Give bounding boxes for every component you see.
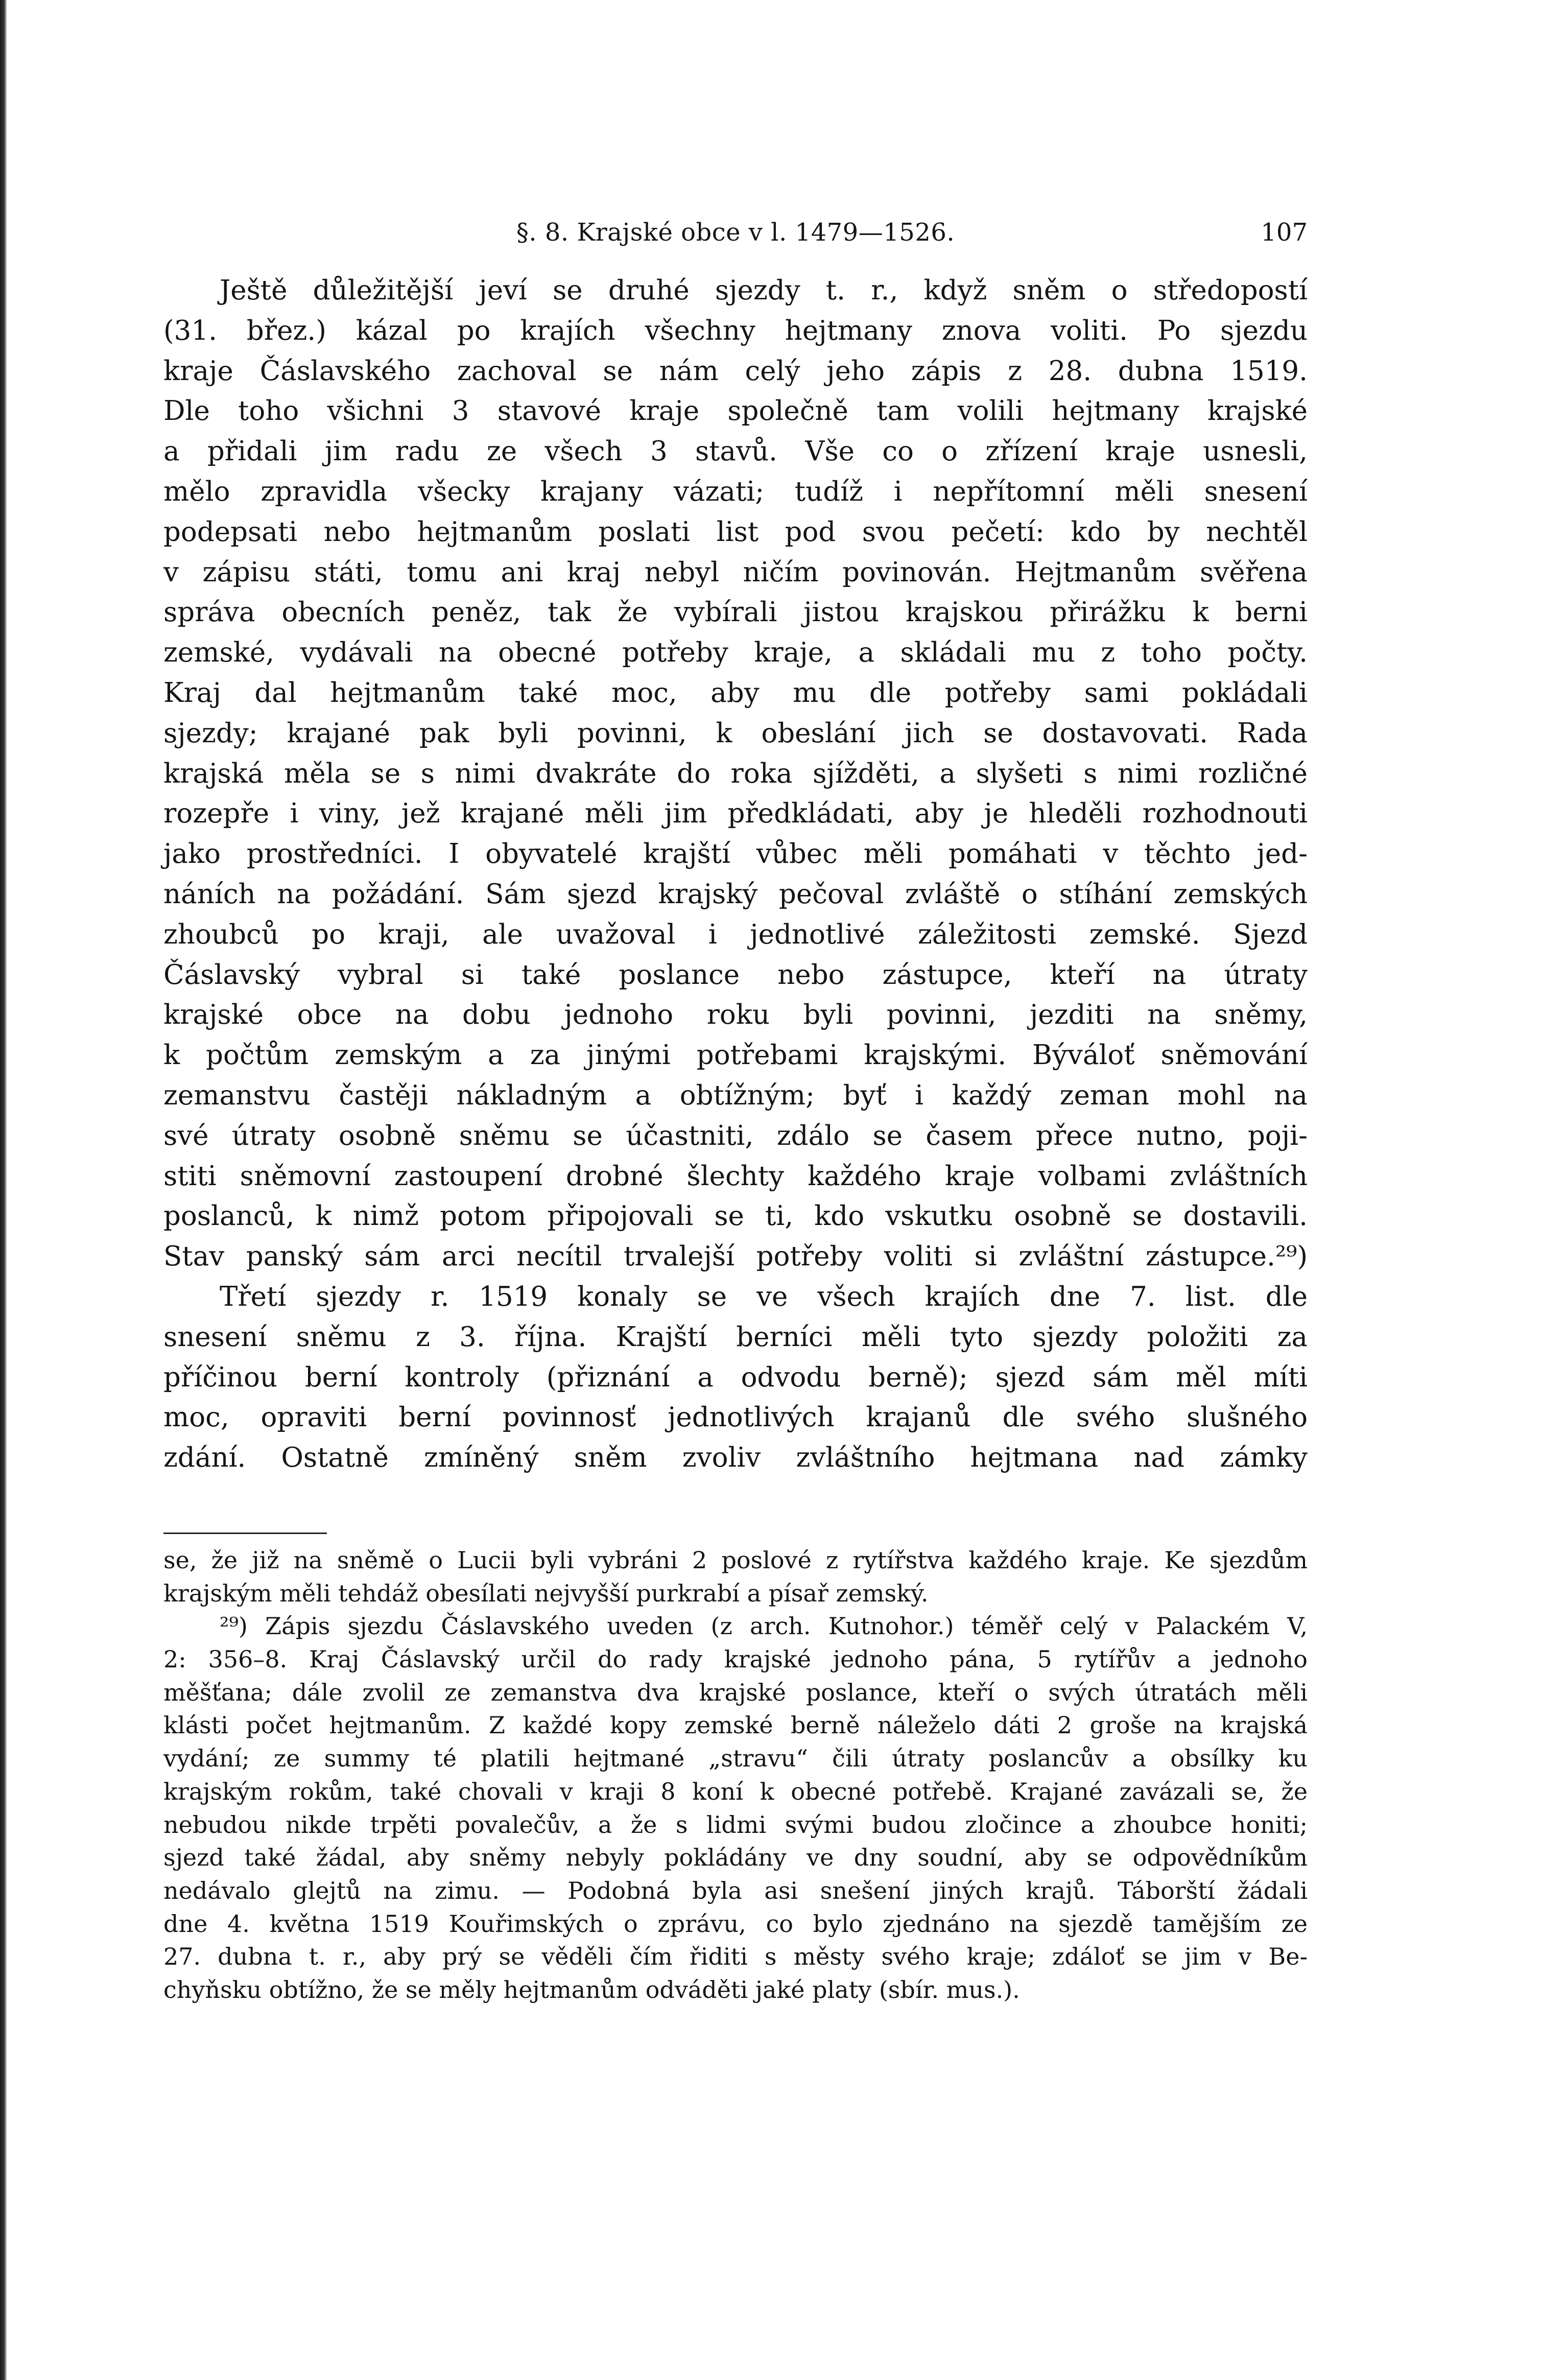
body-line: snesení sněmu z 3. října. Krajští berníci měli tyto sjezdy položiti za	[163, 1321, 1308, 1353]
body-line: zdání. Ostatně zmíněný sněm zvoliv zvláštního hejtmana nad zámky	[163, 1442, 1308, 1474]
footnote-line: chyňsku obtížno, že se měly hejtmanům odváděti jaké platy (sbír. mus.).	[163, 1975, 1020, 2004]
body-line: jako prostředníci. I obyvatelé krajští vůbec měli pomáhati v těchto jed-	[163, 838, 1308, 870]
footnote-rule	[163, 1533, 327, 1534]
body-line: své útraty osobně sněmu se účastniti, zdálo se časem přece nutno, poji-	[163, 1120, 1308, 1151]
running-title: §. 8. Krajské obce v l. 1479—1526.	[516, 218, 955, 247]
body-line: poslanců, k nimž potom připojovali se ti, kdo vskutku osobně se dostavili.	[163, 1200, 1308, 1232]
body-line: příčinou berní kontroly (přiznání a odvodu berně); sjezd sám měl míti	[163, 1361, 1308, 1393]
footnote-line: nebudou nikde trpěti povalečův, a že s lidmi svými budou zločince a zhoubce honiti;	[163, 1810, 1308, 1839]
body-line: zemské, vydávali na obecné potřeby kraje, a skládali mu z toho počty.	[163, 637, 1308, 669]
body-line: kraje Čáslavského zachoval se nám celý jeho zápis z 28. dubna 1519.	[163, 355, 1308, 387]
body-line: správa obecních peněz, tak že vybírali jistou krajskou přirážku k berni	[163, 597, 1308, 628]
body-line: Čáslavský vybral si také poslance nebo zástupce, kteří na útraty	[163, 959, 1308, 991]
body-line: rozepře i viny, jež krajané měli jim předkládati, aby je hleděli rozhodnouti	[163, 798, 1308, 830]
footnote-line: 2: 356–8. Kraj Čáslavský určil do rady krajské jednoho pána, 5 rytířův a jednoho	[163, 1645, 1308, 1674]
scan-edge	[0, 0, 7, 2380]
footnote-line: sjezd také žádal, aby sněmy nebyly pokládány ve dny soudní, aby se odpovědníkům	[163, 1844, 1308, 1872]
body-line: stiti sněmovní zastoupení drobné šlechty každého kraje volbami zvláštních	[163, 1160, 1308, 1192]
footnote-line: se, že již na sněmě o Lucii byli vybráni 2 poslové z rytířstva každého kraje. Ke sjezdům	[163, 1546, 1308, 1574]
body-line: Kraj dal hejtmanům také moc, aby mu dle potřeby sami pokládali	[163, 677, 1308, 709]
body-line: mělo zpravidla všecky krajany vázati; tudíž i nepřítomní měli snesení	[163, 476, 1308, 507]
body-line: zhoubců po kraji, ale uvažoval i jednotlivé záležitosti zemské. Sjezd	[163, 918, 1308, 950]
body-line: moc, opraviti berní povinnosť jednotlivých krajanů dle svého slušného	[163, 1402, 1308, 1433]
body-line: Ještě důležitější jeví se druhé sjezdy t. r., když sněm o středopostí	[220, 275, 1308, 306]
body-line: a přidali jim radu ze všech 3 stavů. Vše co o zřízení kraje usnesli,	[163, 436, 1308, 467]
footnote-line: dne 4. května 1519 Kouřimských o zprávu, co bylo zjednáno na sjezdě tamějším ze	[163, 1910, 1308, 1938]
body-line: Třetí sjezdy r. 1519 konaly se ve všech krajích dne 7. list. dle	[220, 1281, 1308, 1312]
footnote-line: měšťana; dále zvolil ze zemanstva dva krajské poslance, kteří o svých útratách měli	[163, 1678, 1308, 1706]
footnotes	[163, 1544, 1308, 2007]
body-line: zemanstvu častěji nákladným a obtížným; byť i každý zeman mohl na	[163, 1079, 1308, 1111]
body-line: krajské obce na dobu jednoho roku byli povinni, jezditi na sněmy,	[163, 999, 1308, 1031]
body-line: (31. břez.) kázal po krajích všechny hejtmany znova voliti. Po sjezdu	[163, 315, 1308, 346]
page-number: 107	[1261, 218, 1308, 247]
body-text	[163, 271, 1308, 1478]
body-line: krajská měla se s nimi dvakráte do roka sjížděti, a slyšeti s nimi rozličné	[163, 758, 1308, 789]
footnote-line: klásti počet hejtmanům. Z každé kopy zemské berně náleželo dáti 2 groše na krajská	[163, 1711, 1308, 1739]
footnote-line: krajským rokům, také chovali v kraji 8 koní k obecné potřebě. Krajané zavázali se, že	[163, 1777, 1308, 1805]
footnote-line: 27. dubna t. r., aby prý se věděli čím řiditi s městy svého kraje; zdáloť se jim v Be-	[163, 1943, 1308, 1971]
running-head	[163, 217, 1308, 248]
body-line: v zápisu státi, tomu ani kraj nebyl ničím povinován. Hejtmanům svěřena	[163, 556, 1308, 588]
body-line: podepsati nebo hejtmanům poslati list pod svou pečetí: kdo by nechtěl	[163, 516, 1308, 548]
footnote-line: nedávalo glejtů na zimu. — Podobná byla asi snešení jiných krajů. Táborští žádali	[163, 1876, 1308, 1904]
body-line: náních na požádání. Sám sjezd krajský pečoval zvláště o stíhání zemských	[163, 878, 1308, 910]
footnote-line: krajským měli tehdáž obesílati nejvyšší purkrabí a písař zemský.	[163, 1579, 929, 1607]
body-line: k počtům zemským a za jinými potřebami krajskými. Býváloť sněmování	[163, 1040, 1308, 1071]
body-line: Stav panský sám arci necítil trvalejší potřeby voliti si zvláštní zástupce.²⁹)	[163, 1241, 1308, 1273]
body-line: sjezdy; krajané pak byli povinni, k obeslání jich se dostavovati. Rada	[163, 717, 1308, 749]
footnote-line: ²⁹) Zápis sjezdu Čáslavského uveden (z arch. Kutnohor.) téměř celý v Palackém V,	[220, 1612, 1308, 1640]
body-line: Dle toho všichni 3 stavové kraje společně tam volili hejtmany krajské	[163, 395, 1308, 427]
footnote-line: vydání; ze summy té platili hejtmané „stravu“ čili útraty poslancův a obsílky ku	[163, 1745, 1308, 1773]
